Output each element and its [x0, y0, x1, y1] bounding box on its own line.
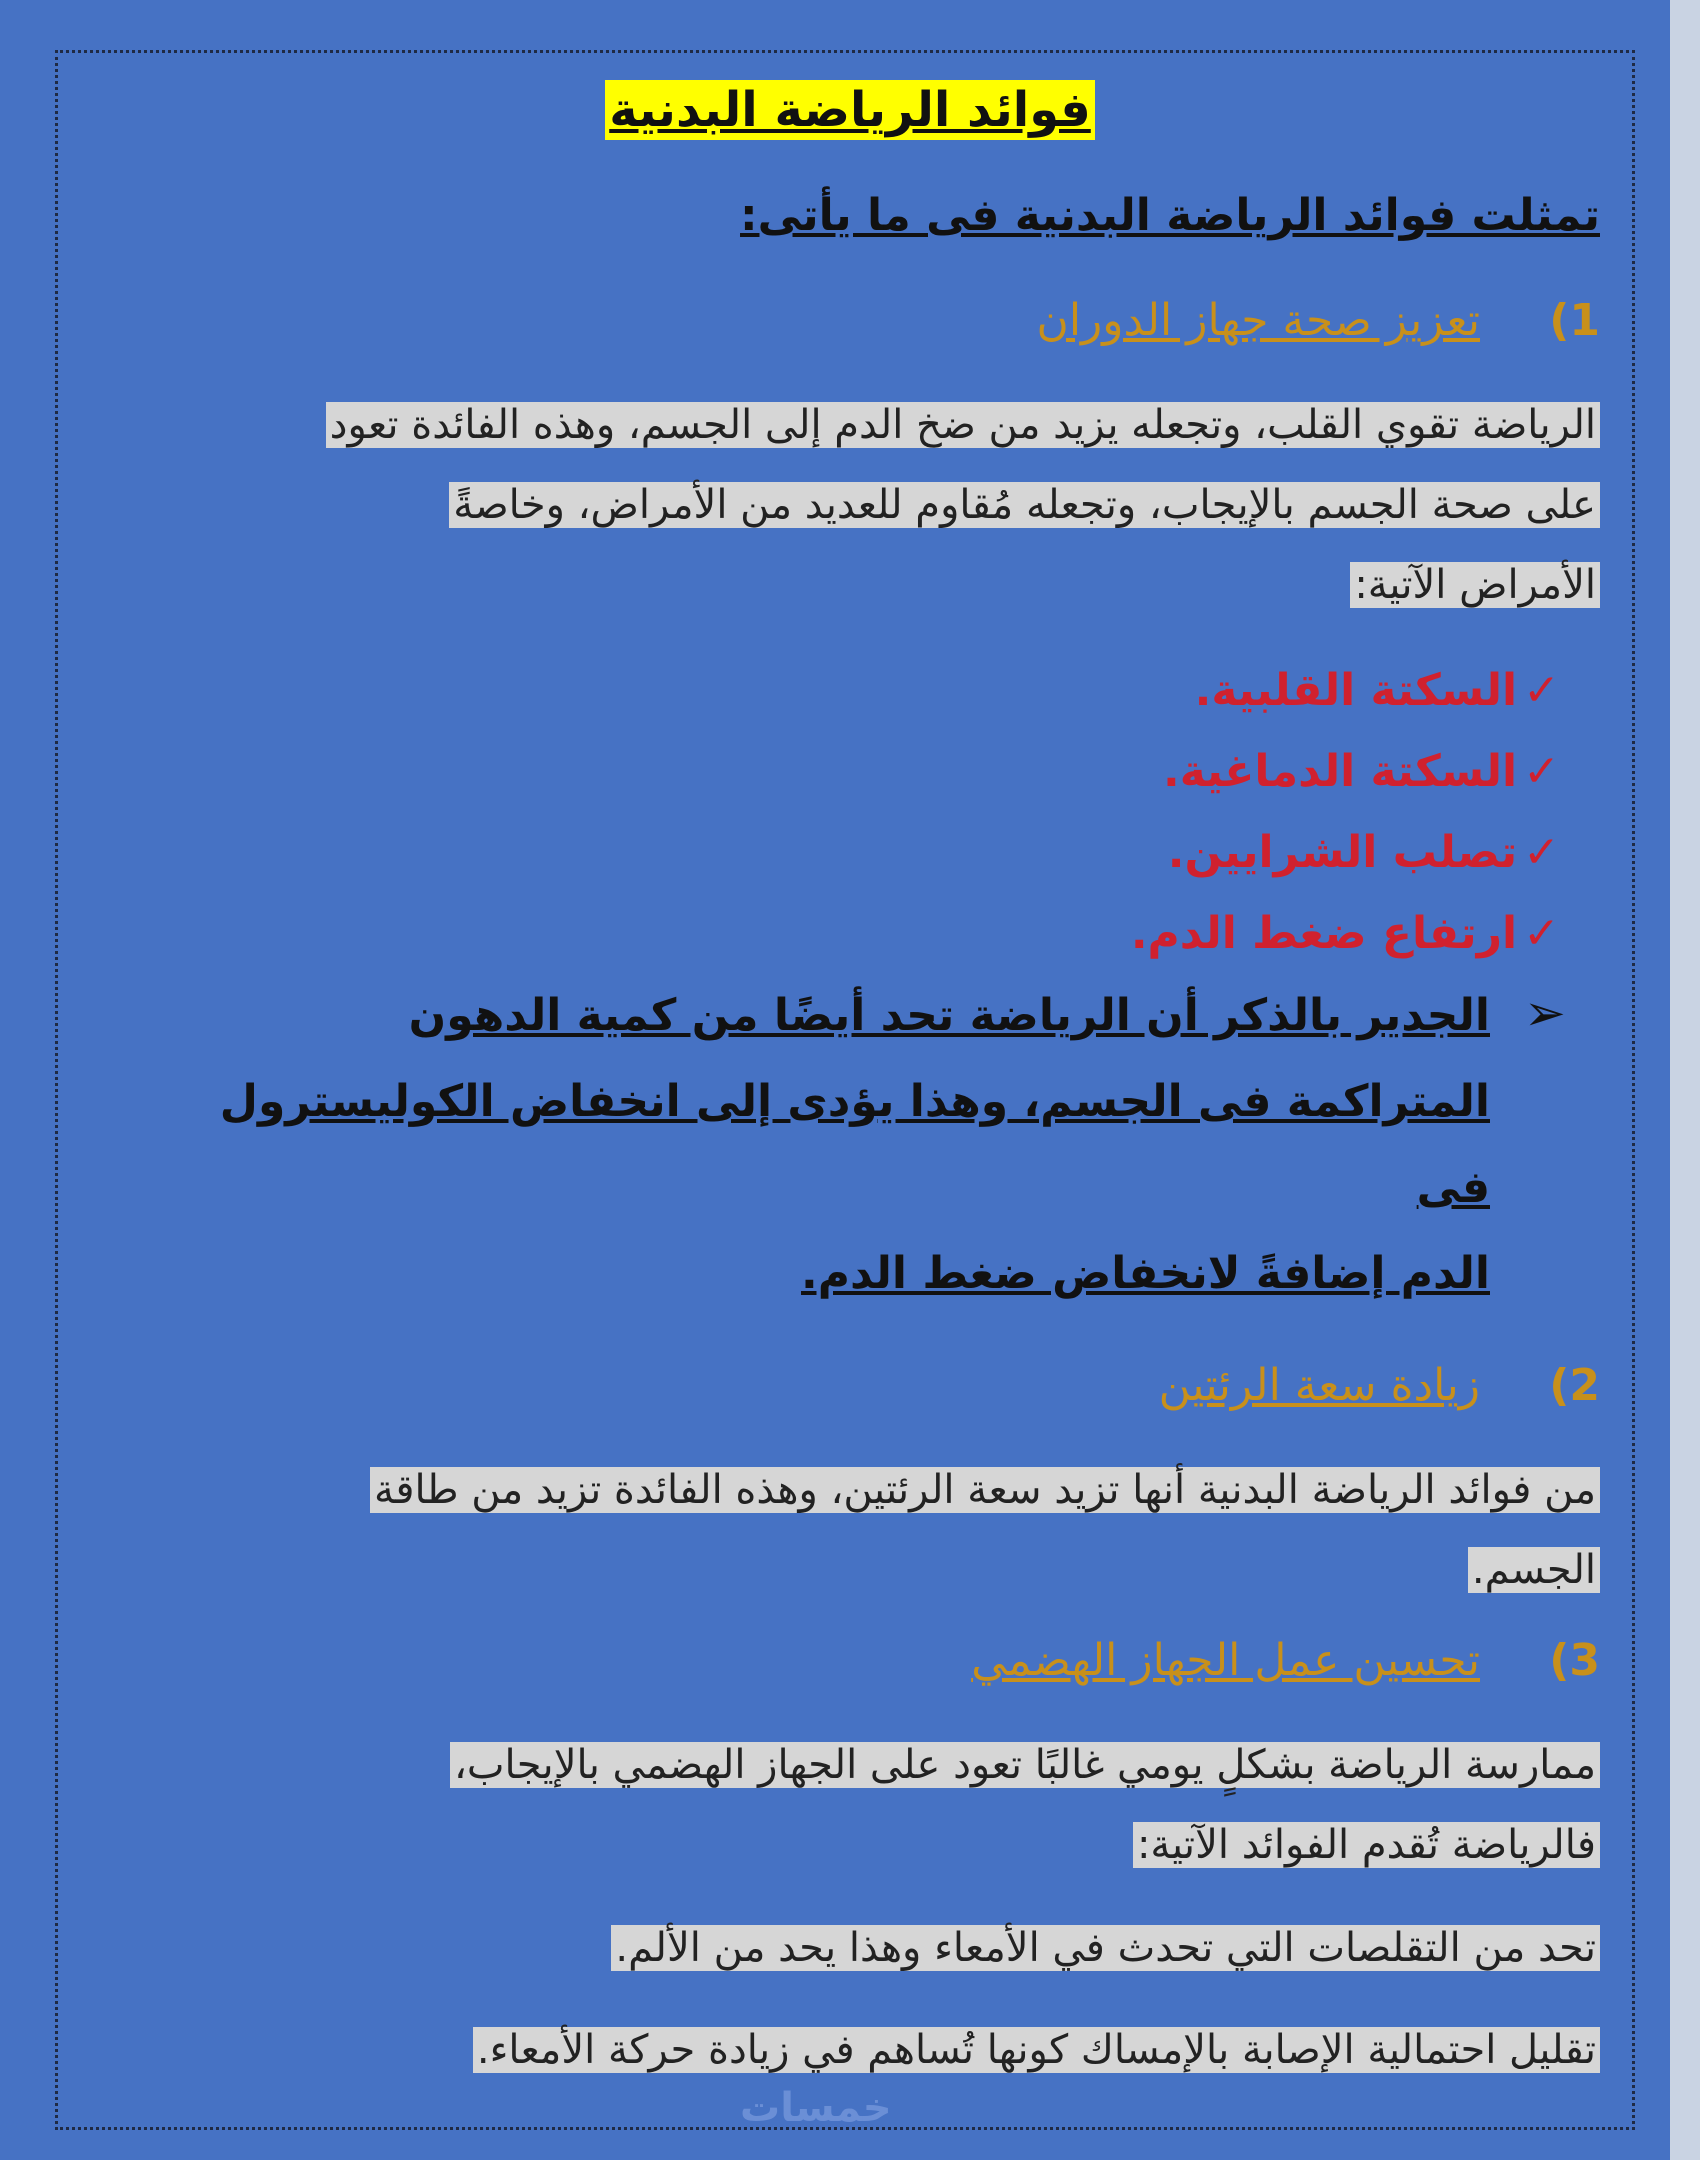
check-icon: ✓ [1523, 908, 1560, 959]
section-2-title: زيادة سعة الرئتين [1158, 1360, 1480, 1411]
disease-checklist [1131, 650, 1560, 974]
section-3-paragraph [450, 1725, 1600, 1885]
paragraph-line: ممارسة الرياضة بشكلٍ يومي غالبًا تعود على الجهاز الهضمي بالإيجاب، [450, 1742, 1600, 1788]
paragraph-line: تقليل احتمالية الإصابة بالإمساك كونها تُساهم في زيادة حركة الأمعاء. [473, 2027, 1600, 2073]
document-title [0, 82, 1700, 138]
arrow-bullet-icon: ➢ [1524, 984, 1566, 1042]
check-icon: ✓ [1523, 746, 1560, 797]
checklist-item [1131, 650, 1560, 731]
section-2-heading [1159, 1360, 1600, 1411]
paragraph-line: الجسم. [1468, 1547, 1600, 1593]
paragraph-line: الرياضة تقوي القلب، وتجعله يزيد من ضخ الدم إلى الجسم، وهذه الفائدة تعود [326, 402, 1600, 448]
section-1-paragraph [326, 385, 1600, 625]
checklist-item-label: السكتة الدماغية. [1162, 746, 1518, 797]
section-1-title: تعزيز صحة جهاز الدوران [1036, 295, 1480, 346]
checklist-item [1131, 731, 1560, 812]
check-icon: ✓ [1523, 665, 1560, 716]
page-edge [1670, 0, 1700, 2160]
section-1-heading [1037, 295, 1600, 346]
section-3-number: 3) [1549, 1635, 1600, 1686]
note-line: المتراكمة فى الجسم، وهذا يؤدى إلى انخفاض الكوليسترول فى [219, 1076, 1490, 1213]
section-3-title: تحسين عمل الجهاز الهضمي [971, 1635, 1480, 1686]
paragraph-line: على صحة الجسم بالإيجاب، وتجعله مُقاوم للعديد من الأمراض، وخاصةً [449, 482, 1600, 528]
paragraph-line: الأمراض الآتية: [1350, 562, 1600, 608]
note-line: الدم إضافةً لانخفاض ضغط الدم. [801, 1248, 1490, 1299]
paragraph-line: من فوائد الرياضة البدنية أنها تزيد سعة الرئتين، وهذه الفائدة تزيد من طاقة [370, 1467, 1600, 1513]
checklist-item-label: السكتة القلبية. [1194, 665, 1518, 716]
section-3-heading [971, 1635, 1600, 1686]
section-1-number: 1) [1549, 295, 1600, 346]
watermark: خمسات [740, 2085, 892, 2131]
section-3-benefit-1 [611, 1908, 1600, 1988]
paragraph-line: تحد من التقلصات التي تحدث في الأمعاء وهذا يحد من الألم. [611, 1925, 1600, 1971]
title-text: فوائد الرياضة البدنية [605, 80, 1095, 140]
check-icon: ✓ [1523, 827, 1560, 878]
section-2-paragraph [370, 1450, 1600, 1610]
checklist-item [1131, 893, 1560, 974]
section-1-note [170, 970, 1600, 1317]
checklist-item-label: ارتفاع ضغط الدم. [1130, 908, 1518, 959]
intro-line: تمثلت فوائد الرياضة البدنية فى ما يأتى: [740, 190, 1600, 241]
section-2-number: 2) [1549, 1360, 1600, 1411]
checklist-item [1131, 812, 1560, 893]
paragraph-line: فالرياضة تُقدم الفوائد الآتية: [1133, 1822, 1600, 1868]
section-3-benefit-2 [473, 2010, 1600, 2090]
checklist-item-label: تصلب الشرايين. [1167, 827, 1518, 878]
note-line: الجدير بالذكر أن الرياضة تحد أيضًا من كمية الدهون [408, 990, 1490, 1041]
